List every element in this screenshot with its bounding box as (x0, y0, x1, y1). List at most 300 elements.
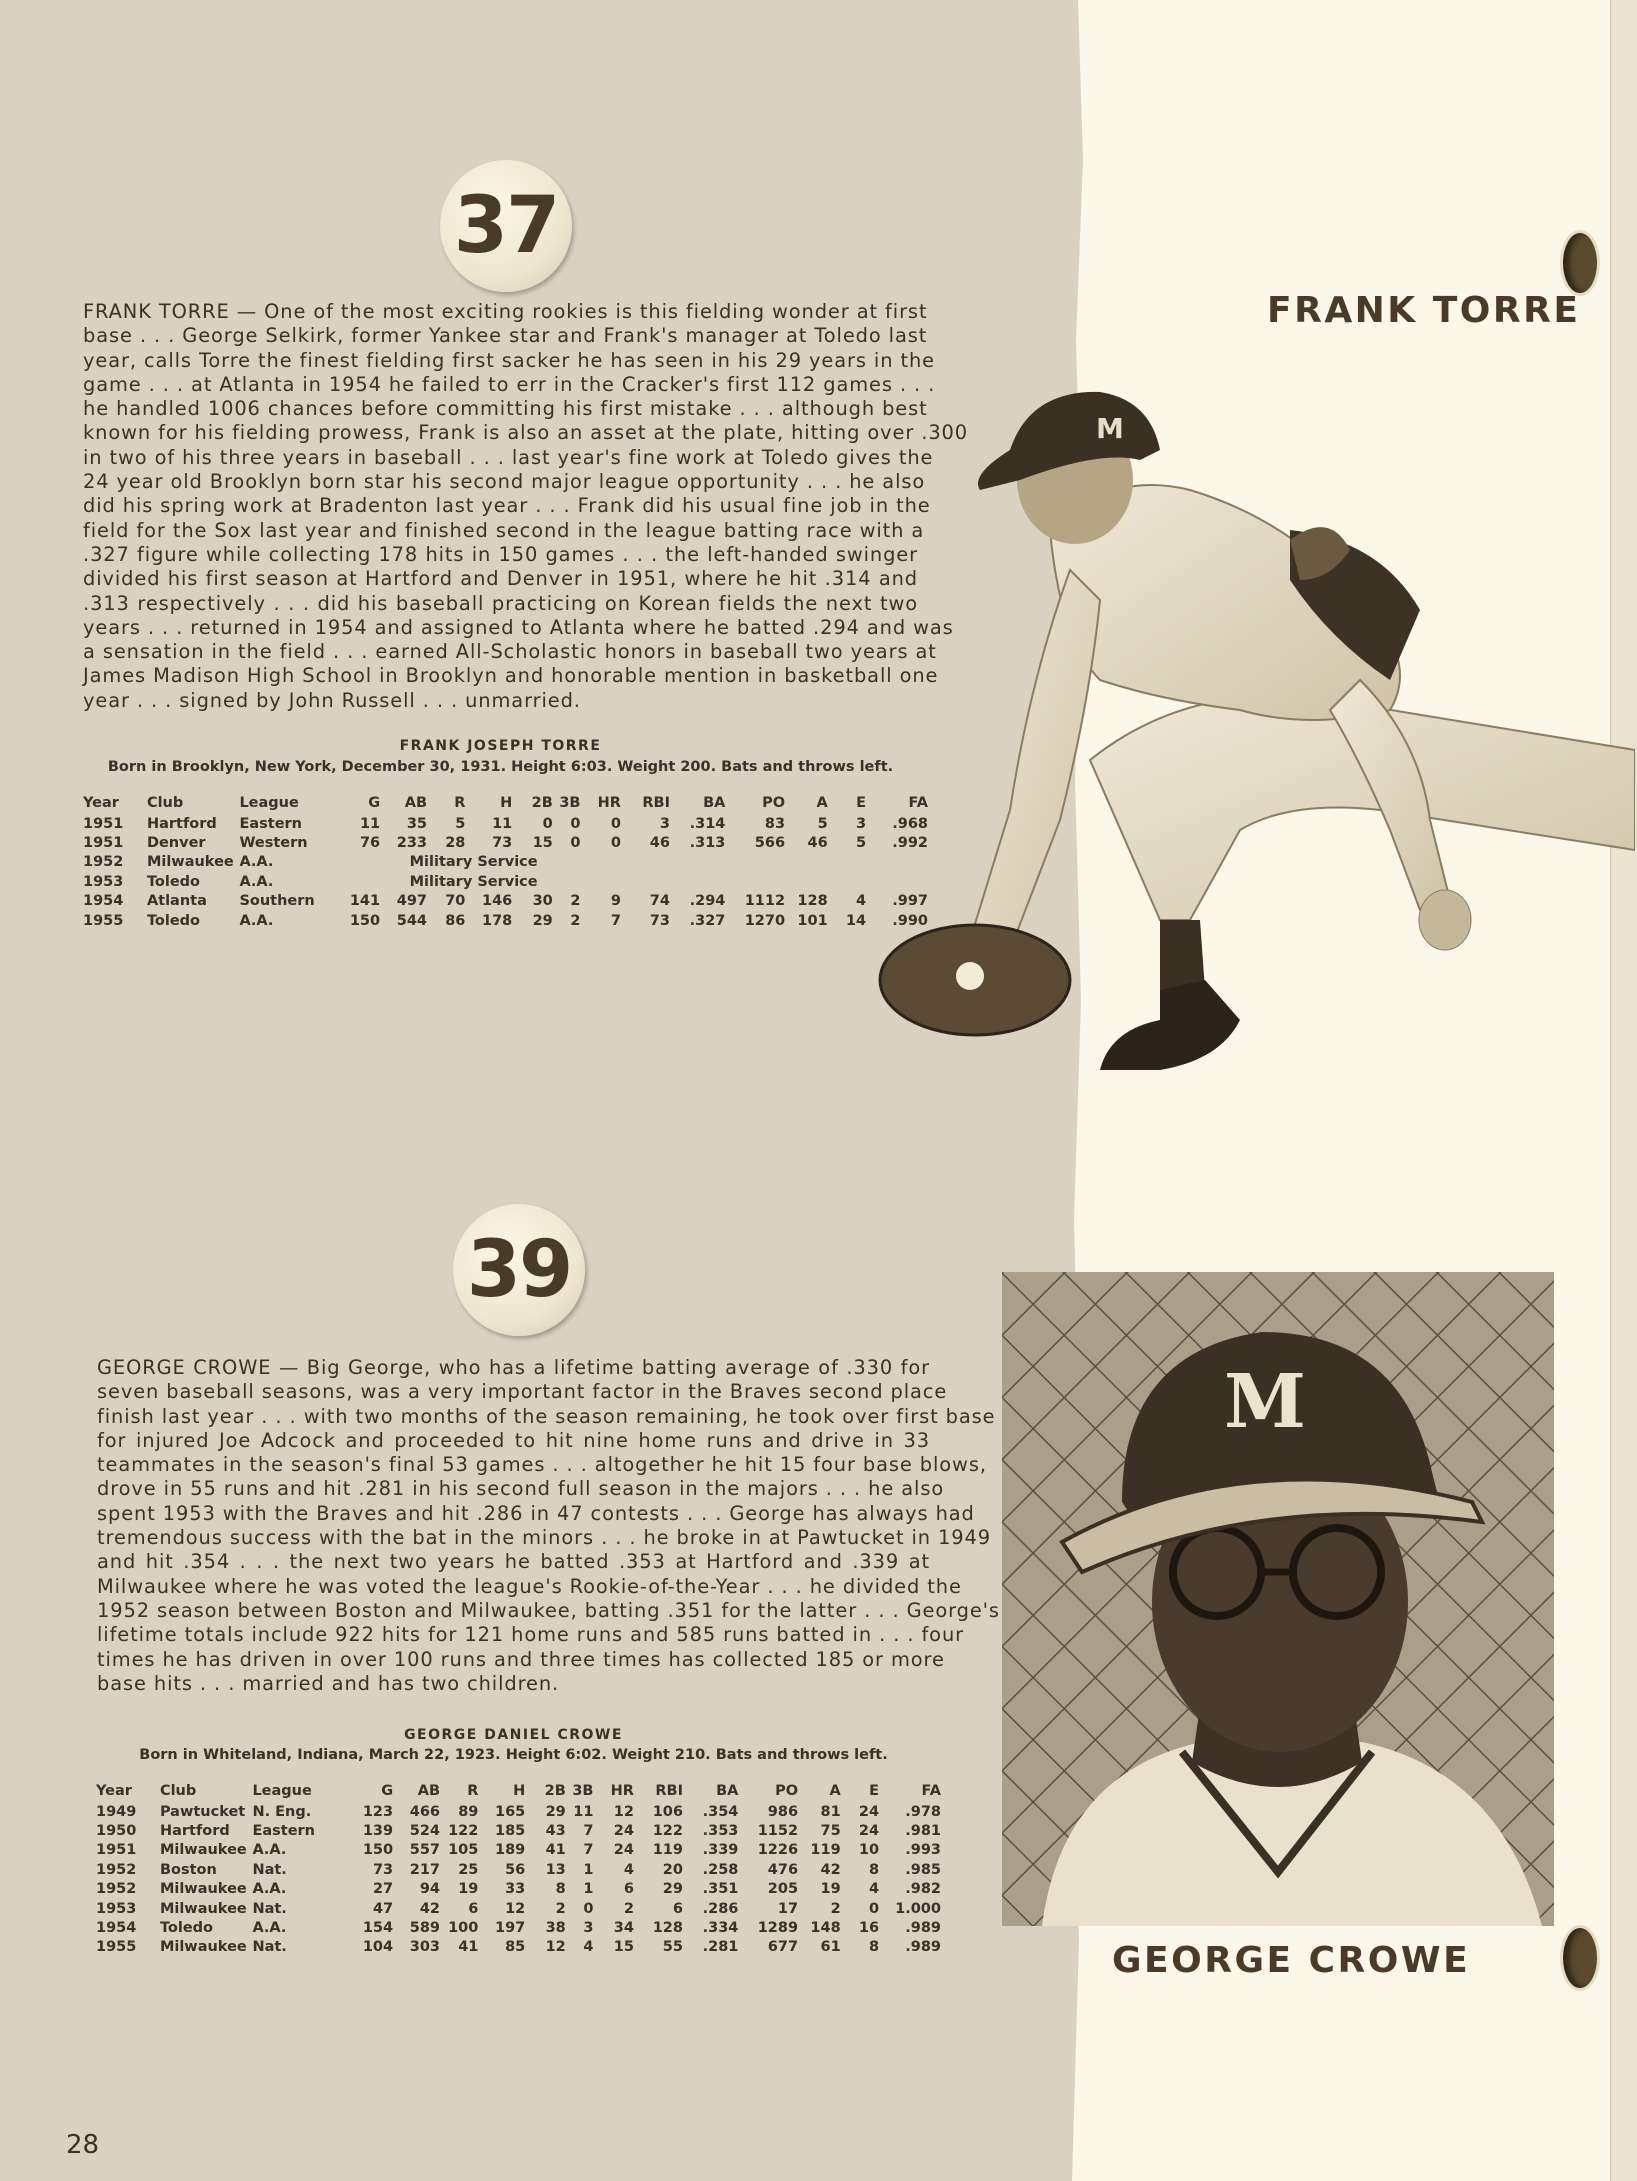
table-cell: 83 (764, 815, 786, 832)
table-cell: 1952 (96, 1861, 137, 1878)
table-cell: 1951 (96, 1842, 137, 1859)
table-cell: 56 (505, 1861, 526, 1878)
table-cell: 0 (542, 815, 553, 832)
bio-line: base . . . George Selkirk, former Yankee star and Frank's manager at Toledo last (83, 324, 928, 348)
table-cell: 141 (349, 893, 381, 910)
table-cell: Hartford (159, 1823, 230, 1840)
table-cell: 27 (372, 1881, 394, 1898)
table-cell: Southern (239, 893, 315, 910)
table-cell: 5 (855, 835, 867, 852)
full-name-crowe: GEORGE DANIEL CROWE (404, 1727, 623, 1743)
table-cell: Pawtucket (159, 1803, 246, 1820)
player-photo-torre (860, 380, 1635, 1120)
table-cell: 1953 (83, 873, 124, 890)
table-cell: 128 (652, 1920, 683, 1937)
table-cell: .281 (702, 1939, 739, 1956)
table-cell: 150 (349, 912, 381, 929)
table-cell: 2 (570, 912, 581, 929)
table-cell: 73 (649, 912, 670, 929)
page-number: 28 (66, 2130, 100, 2160)
table-cell: 4 (868, 1881, 880, 1898)
table-cell: .353 (702, 1823, 739, 1840)
table-cell: .294 (689, 893, 726, 910)
table-cell: 1152 (757, 1823, 799, 1840)
table-cell: 217 (409, 1861, 441, 1878)
table-cell: 100 (448, 1920, 479, 1937)
stats-table-torre (83, 792, 928, 930)
bio-line: field for the Sox last year and finished second in the league batting race with a (83, 518, 925, 542)
table-cell: .989 (905, 1920, 941, 1937)
column-header: FA (921, 1783, 941, 1799)
table-row (96, 1918, 941, 1937)
table-cell: 1953 (96, 1900, 137, 1917)
bio-line: 1952 season between Boston and Milwaukee, batting .351 for the latter . . . George's (97, 1598, 1000, 1622)
born-line-torre: Born in Brooklyn, New York, December 30, 1931. Height 6:03. Weight 200. Bats and throws left. (107, 759, 894, 775)
table-cell: .968 (892, 815, 928, 832)
table-cell: 8 (868, 1861, 880, 1878)
table-row (96, 1860, 941, 1879)
table-cell: 557 (409, 1842, 441, 1859)
bio-line: he handled 1006 chances before committing his first mistake . . . although best (83, 397, 928, 421)
jersey-number: 37 (453, 181, 559, 271)
table-cell: .286 (702, 1900, 739, 1917)
table-cell: Denver (146, 835, 206, 852)
table-cell: 35 (406, 815, 428, 832)
table-cell: 3 (583, 1920, 594, 1937)
table-cell: 33 (505, 1881, 526, 1898)
table-cell: 85 (505, 1939, 526, 1956)
column-header: HR (610, 1783, 634, 1799)
table-row (83, 853, 928, 872)
table-cell: 1226 (757, 1842, 799, 1859)
bio-line: years . . . returned in 1954 and assigned to Atlanta where he batted .294 and was (83, 615, 954, 639)
cap-letter-crowe: M (1224, 1359, 1306, 1445)
table-cell: .993 (905, 1842, 941, 1859)
column-header: Club (146, 795, 184, 811)
full-name-torre: FRANK JOSEPH TORRE (399, 738, 602, 754)
table-cell: A.A. (239, 912, 274, 929)
table-cell: 34 (613, 1920, 634, 1937)
table-cell: 105 (448, 1842, 479, 1859)
table-cell: A.A. (239, 854, 274, 871)
table-cell: 1952 (83, 854, 124, 871)
table-cell: 29 (662, 1881, 683, 1898)
table-cell: 12 (545, 1939, 566, 1956)
table-cell: 47 (372, 1900, 394, 1917)
table-cell: 2 (555, 1900, 566, 1917)
column-header: A (816, 795, 828, 811)
table-cell: .978 (905, 1803, 941, 1820)
bio-line: GEORGE CROWE — Big George, who has a lifetime batting average of .330 for (97, 1356, 930, 1379)
column-header: E (869, 1783, 880, 1799)
column-header: AB (417, 1783, 441, 1799)
table-cell: 5 (817, 815, 828, 832)
stats-header-row (83, 792, 928, 814)
column-header: BA (716, 1783, 739, 1799)
table-cell: 104 (362, 1939, 394, 1956)
column-header: AB (404, 795, 428, 811)
table-row (83, 892, 928, 911)
table-cell: 476 (767, 1861, 799, 1878)
column-header: Year (83, 795, 119, 811)
table-cell: 4 (623, 1861, 634, 1878)
table-cell: .334 (702, 1920, 739, 1937)
table-cell: 1951 (83, 815, 124, 832)
table-cell: 1949 (96, 1803, 137, 1820)
table-cell: 74 (649, 893, 670, 910)
table-cell: 5 (455, 815, 466, 832)
table-cell: 19 (820, 1881, 841, 1898)
binder-hole-top (1560, 230, 1600, 296)
table-cell: 986 (767, 1803, 799, 1820)
table-cell: A.A. (252, 1920, 287, 1937)
table-cell: 24 (858, 1803, 880, 1820)
table-cell: Toledo (159, 1920, 214, 1937)
table-cell: 150 (362, 1842, 394, 1859)
bio-line: known for his fielding prowess, Frank is also an asset at the plate, hitting over .300 (83, 421, 969, 445)
table-cell: 24 (613, 1823, 634, 1840)
table-cell: .982 (905, 1881, 941, 1898)
table-cell: 1112 (744, 893, 786, 910)
table-cell: .985 (905, 1861, 941, 1878)
table-cell: 9 (610, 893, 621, 910)
table-cell: 61 (820, 1939, 841, 1956)
table-cell: Hartford (146, 815, 217, 832)
table-cell: N. Eng. (252, 1803, 312, 1820)
column-header: PO (775, 1783, 799, 1799)
bio-line: times he has driven in over 100 runs and three times has collected 185 or more (97, 1647, 945, 1671)
table-cell: A.A. (252, 1842, 287, 1859)
table-cell: 1.000 (895, 1900, 941, 1917)
table-row (83, 814, 928, 833)
table-cell: 1 (583, 1861, 594, 1878)
player-heading-crowe: GEORGE CROWE (1112, 1940, 1471, 1981)
table-cell: .989 (905, 1939, 941, 1956)
table-cell: .258 (702, 1861, 739, 1878)
table-cell: 106 (652, 1803, 683, 1820)
jersey-number-badge-torre (440, 160, 572, 292)
table-cell: 119 (810, 1842, 841, 1859)
bio-line: and hit .354 . . . the next two years he batted .353 at Hartford and .339 at (97, 1550, 930, 1574)
jersey-number-badge-crowe (453, 1204, 585, 1336)
table-cell: Western (239, 835, 308, 852)
table-cell: 303 (409, 1939, 441, 1956)
table-cell: Nat. (252, 1900, 287, 1917)
table-cell: 2 (623, 1900, 634, 1917)
table-cell: 29 (532, 912, 553, 929)
column-header: Year (96, 1783, 132, 1799)
column-header: Club (159, 1783, 197, 1799)
bio-line: year, calls Torre the finest fielding first sacker he has seen in his 29 years in the (83, 348, 935, 372)
stats-header-row (96, 1780, 941, 1802)
table-cell: 123 (362, 1803, 394, 1820)
column-header: BA (703, 795, 726, 811)
table-cell: 1952 (96, 1881, 137, 1898)
table-cell: A.A. (239, 873, 274, 890)
table-cell: .990 (892, 912, 928, 929)
table-row (96, 1899, 941, 1918)
table-cell: 154 (362, 1920, 394, 1937)
bio-line: spent 1953 with the Braves and hit .286 in 47 contests . . . George has always had (97, 1501, 975, 1525)
bio-line: lifetime totals include 922 hits for 121 home runs and 585 runs batted in . . . four (97, 1623, 965, 1647)
table-cell: Eastern (239, 815, 302, 832)
table-cell: 11 (492, 815, 513, 832)
table-cell: 76 (359, 835, 381, 852)
table-cell: .339 (702, 1842, 739, 1859)
table-cell: 1955 (83, 912, 124, 929)
bio-line: tremendous success with the bat in the minors . . . he broke in at Pawtucket in 1949 (97, 1526, 992, 1550)
table-cell: 29 (545, 1803, 566, 1820)
table-cell: .327 (689, 912, 726, 929)
table-cell: 466 (409, 1803, 441, 1820)
table-cell: 42 (820, 1861, 841, 1878)
bio-line: James Madison High School in Brooklyn and honorable mention in basketball one (83, 664, 939, 688)
table-cell: Nat. (252, 1939, 287, 1956)
table-cell: 185 (494, 1823, 526, 1840)
table-cell: .314 (689, 815, 726, 832)
bio-line: .313 respectively . . . did his baseball practicing on Korean fields the next two (83, 591, 918, 615)
table-row (83, 833, 928, 852)
table-cell: Toledo (146, 912, 201, 929)
bio-line: seven baseball seasons, was a very important factor in the Braves second place (97, 1380, 948, 1404)
table-cell: .997 (892, 893, 928, 910)
table-cell: Boston (159, 1861, 217, 1878)
column-header: R (454, 795, 466, 811)
column-header: R (467, 1783, 479, 1799)
jersey-number: 39 (466, 1225, 572, 1315)
table-cell: 7 (583, 1842, 594, 1859)
table-cell: 146 (481, 893, 513, 910)
table-cell: 6 (623, 1881, 634, 1898)
table-cell: .992 (892, 835, 928, 852)
table-cell: 2 (830, 1900, 841, 1917)
table-cell: 13 (545, 1861, 566, 1878)
table-cell: 86 (445, 912, 466, 929)
table-cell: 30 (532, 893, 553, 910)
table-cell: 1 (583, 1881, 594, 1898)
table-cell: 1954 (83, 893, 124, 910)
table-cell: Milwaukee (159, 1900, 247, 1917)
bio-line: in two of his three years in baseball . . . last year's fine work at Toledo gives the (83, 445, 934, 469)
table-cell: Toledo (146, 873, 201, 890)
table-cell: Milwaukee (159, 1842, 247, 1859)
table-cell: A.A. (252, 1881, 287, 1898)
table-cell: 205 (767, 1881, 799, 1898)
table-cell: 1289 (757, 1920, 799, 1937)
table-cell: 0 (570, 835, 581, 852)
table-cell: 41 (458, 1939, 479, 1956)
table-cell: 15 (532, 835, 553, 852)
table-cell: 7 (610, 912, 621, 929)
table-cell: 544 (396, 912, 428, 929)
table-cell: 122 (652, 1823, 683, 1840)
column-header: G (381, 1783, 394, 1799)
table-row (83, 872, 928, 891)
table-cell: 139 (362, 1823, 394, 1840)
player-bio-torre (83, 300, 969, 713)
table-cell: 25 (458, 1861, 479, 1878)
bio-line: year . . . signed by John Russell . . . unmarried. (83, 688, 581, 712)
table-cell: 8 (555, 1881, 566, 1898)
table-cell: 89 (458, 1803, 479, 1820)
table-cell: 4 (583, 1939, 594, 1956)
table-cell: 3 (659, 815, 670, 832)
stats-table-crowe (96, 1780, 941, 1957)
table-cell: 46 (807, 835, 828, 852)
table-cell: 101 (797, 912, 828, 929)
table-row (96, 1880, 941, 1899)
column-header: G (368, 795, 381, 811)
table-cell: 11 (359, 815, 381, 832)
column-header: H (500, 795, 513, 811)
bio-line: a sensation in the field . . . earned All-Scholastic honors in baseball two years at (83, 640, 937, 664)
table-cell: 28 (445, 835, 466, 852)
table-row (96, 1841, 941, 1860)
table-row (96, 1802, 941, 1821)
table-cell: 189 (494, 1842, 526, 1859)
table-cell: Nat. (252, 1861, 287, 1878)
table-cell: 233 (396, 835, 428, 852)
table-cell: 17 (777, 1900, 799, 1917)
table-cell: .313 (689, 835, 726, 852)
table-cell: 81 (820, 1803, 841, 1820)
bio-line: drove in 55 runs and hit .281 in his second full season in the majors . . . he also (97, 1477, 945, 1501)
table-cell: Military Service (409, 854, 538, 871)
table-cell: 7 (583, 1823, 594, 1840)
table-cell: 75 (820, 1823, 841, 1840)
column-header: PO (762, 795, 786, 811)
column-header: 2B (531, 795, 553, 811)
table-cell: 43 (545, 1823, 566, 1840)
table-row (96, 1938, 941, 1957)
table-cell: 178 (481, 912, 513, 929)
table-cell: 15 (613, 1939, 634, 1956)
binder-hole-bottom (1560, 1925, 1600, 1991)
column-header: HR (597, 795, 621, 811)
table-row (83, 911, 928, 930)
table-cell: 73 (372, 1861, 394, 1878)
table-cell: 38 (545, 1920, 566, 1937)
table-cell: 41 (545, 1842, 566, 1859)
table-cell: 11 (573, 1803, 594, 1820)
cap-letter-torre: M (1096, 412, 1124, 445)
bio-line: base hits . . . married and has two children. (97, 1671, 560, 1695)
table-cell: 3 (855, 815, 867, 832)
table-cell: 1954 (96, 1920, 137, 1937)
table-cell: 165 (494, 1803, 526, 1820)
born-line-crowe: Born in Whiteland, Indiana, March 22, 1923. Height 6:02. Weight 210. Bats and throws left. (139, 1747, 888, 1763)
table-cell: 0 (610, 835, 621, 852)
table-cell: 12 (613, 1803, 634, 1820)
bio-line: teammates in the season's final 53 games . . . altogether he hit 15 four base blows, (97, 1453, 987, 1477)
table-cell: Milwaukee (159, 1939, 247, 1956)
player-bio-crowe (97, 1356, 1000, 1696)
table-cell: 1951 (83, 835, 124, 852)
table-cell: 1955 (96, 1939, 137, 1956)
table-cell: 0 (868, 1900, 880, 1917)
table-cell: 119 (652, 1842, 683, 1859)
table-cell: 10 (858, 1842, 880, 1859)
table-cell: 148 (810, 1920, 841, 1937)
table-cell: 0 (610, 815, 621, 832)
table-cell: 677 (767, 1939, 799, 1956)
bio-line: divided his first season at Hartford and Denver in 1951, where he hit .314 and (83, 567, 918, 591)
table-cell: 2 (570, 893, 581, 910)
table-cell: 8 (868, 1939, 880, 1956)
table-cell: 14 (845, 912, 867, 929)
table-cell: Eastern (252, 1823, 315, 1840)
table-cell: 73 (492, 835, 513, 852)
table-cell: 122 (448, 1823, 479, 1840)
table-cell: 0 (570, 815, 581, 832)
column-header: FA (908, 795, 928, 811)
column-header: 3B (572, 1783, 594, 1799)
column-header: 2B (544, 1783, 566, 1799)
table-cell: 128 (797, 893, 828, 910)
table-cell: 197 (494, 1920, 526, 1937)
bio-line: Milwaukee where he was voted the league's Rookie-of-the-Year . . . he divided the (97, 1574, 962, 1598)
table-cell: 20 (662, 1861, 683, 1878)
table-cell: 6 (672, 1900, 683, 1917)
column-header: A (829, 1783, 841, 1799)
bio-line: for injured Joe Adcock and proceeded to hit nine home runs and drive in 33 (97, 1428, 930, 1452)
table-cell: 24 (858, 1823, 880, 1840)
column-header: 3B (559, 795, 581, 811)
table-cell: .981 (905, 1823, 941, 1840)
table-cell: 0 (583, 1900, 594, 1917)
table-cell: 524 (409, 1823, 441, 1840)
table-cell: 1950 (96, 1823, 137, 1840)
table-cell: 12 (505, 1900, 526, 1917)
table-cell: Milwaukee (146, 854, 234, 871)
bio-line: 24 year old Brooklyn born star his second major league opportunity . . . he also (83, 470, 926, 494)
column-header: League (252, 1783, 312, 1799)
bio-line: game . . . at Atlanta in 1954 he failed to err in the Cracker's first 112 games . . . (83, 372, 936, 396)
player-photo-crowe (1002, 1272, 1554, 1926)
table-cell: 589 (409, 1920, 441, 1937)
player-heading-torre: FRANK TORRE (1267, 290, 1581, 331)
table-row (96, 1821, 941, 1840)
table-cell: 70 (445, 893, 466, 910)
table-cell: 24 (613, 1842, 634, 1859)
bio-line: .327 figure while collecting 178 hits in 150 games . . . the left-handed swinger (83, 542, 918, 566)
column-header: E (856, 795, 867, 811)
column-header: League (239, 795, 299, 811)
column-header: H (513, 1783, 526, 1799)
table-cell: 4 (855, 893, 867, 910)
table-cell: 16 (858, 1920, 880, 1937)
table-cell: 94 (419, 1881, 441, 1898)
column-header: RBI (655, 1783, 683, 1799)
table-cell: 42 (419, 1900, 441, 1917)
table-cell: 55 (662, 1939, 683, 1956)
table-cell: 566 (754, 835, 786, 852)
table-cell: Atlanta (146, 893, 207, 910)
column-header: RBI (642, 795, 670, 811)
table-cell: 1270 (744, 912, 786, 929)
table-cell: 6 (468, 1900, 479, 1917)
table-cell: .351 (702, 1881, 739, 1898)
table-cell: 19 (458, 1881, 479, 1898)
bio-line: finish last year . . . with two months of the season remaining, he took over first base (97, 1404, 996, 1428)
table-cell: Milwaukee (159, 1881, 247, 1898)
bio-line: FRANK TORRE — One of the most exciting rookies is this fielding wonder at first (83, 300, 928, 323)
table-cell: 497 (396, 893, 428, 910)
bio-line: did his spring work at Bradenton last year . . . Frank did his usual fine job in the (83, 494, 931, 518)
table-cell: Military Service (409, 873, 538, 890)
table-cell: .354 (702, 1803, 739, 1820)
table-cell: 46 (649, 835, 670, 852)
